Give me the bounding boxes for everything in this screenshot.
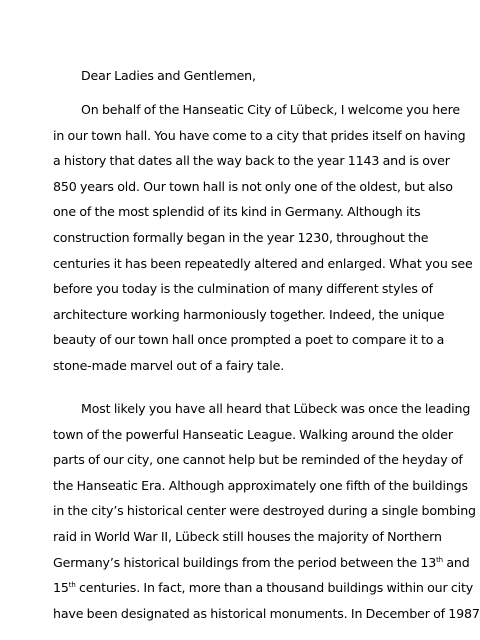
paragraph-line: architecture working harmoniously together. Indeed, the unique	[53, 306, 445, 322]
century-text: Germany’s historical buildings from the period between the 13	[53, 554, 437, 570]
paragraph-line: Most likely you have all heard that Lübeck was once the leading	[81, 401, 471, 416]
paragraph-line: a history that dates all the way back to the year 1143 and is over	[53, 153, 450, 169]
paragraph-line: parts of our city, one cannot help but be reminded of the heyday of	[53, 452, 463, 468]
paragraph-line: On behalf of the Hanseatic City of Lübeck, I welcome you here	[81, 102, 461, 117]
paragraph-line: before you today is the culmination of many different styles of	[53, 281, 433, 297]
paragraph-line-century-a	[53, 550, 470, 576]
century-number: 15	[53, 580, 69, 596]
paragraph-line: in our town hall. You have come to a city that prides itself on having	[53, 127, 466, 143]
paragraph-2	[53, 396, 480, 626]
paragraph-line: raid in World War II, Lübeck still houses the majority of Northern	[53, 528, 442, 544]
paragraph-line: the Hanseatic Era. Although approximately one fifth of the buildings	[53, 477, 468, 493]
paragraph-line: one of the most splendid of its kind in Germany. Although its	[53, 204, 421, 220]
ordinal-suffix: th	[436, 555, 443, 564]
paragraph-line: centuries it has been repeatedly altered and enlarged. What you see	[53, 255, 473, 271]
paragraph-line: beauty of our town hall once prompted a poet to compare it to a	[53, 332, 445, 348]
century-text: centuries. In fact, more than a thousand buildings within our city	[75, 580, 474, 596]
paragraph-1	[53, 97, 473, 379]
salutation: Dear Ladies and Gentlemen,	[81, 68, 256, 83]
paragraph-line-century-b	[53, 575, 474, 601]
paragraph-line: stone-made marvel out of a fairy tale.	[53, 357, 285, 373]
letter-body	[53, 63, 405, 89]
paragraph-line: construction formally began in the year 1230, throughout the	[53, 229, 429, 245]
ordinal-suffix: th	[68, 581, 76, 590]
paragraph-line: in the city’s historical center were destroyed during a single bombing	[53, 503, 476, 519]
paragraph-line: have been designated as historical monuments. In December of 1987	[53, 605, 480, 621]
century-text-end: and	[442, 554, 470, 570]
paragraph-line: town of the powerful Hanseatic League. Walking around the older	[53, 426, 453, 442]
paragraph-line: 850 years old. Our town hall is not only one of the oldest, but also	[53, 178, 453, 194]
